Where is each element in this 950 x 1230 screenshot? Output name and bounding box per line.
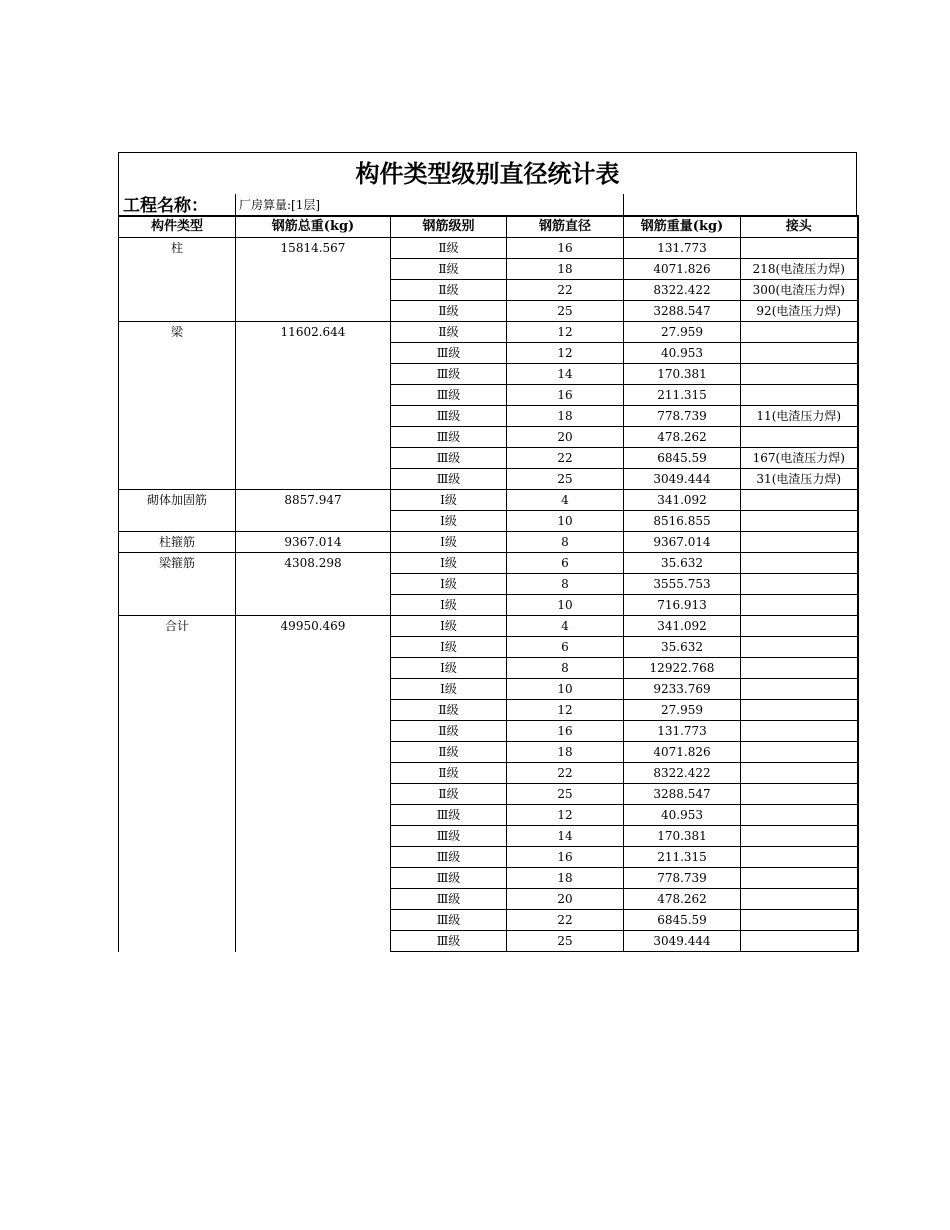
rebar-diameter-cell: 18 (507, 406, 624, 427)
joint-cell (741, 532, 858, 553)
joint-cell (741, 742, 858, 763)
rebar-diameter-cell: 25 (507, 301, 624, 322)
rebar-diameter-cell: 10 (507, 595, 624, 616)
rebar-weight-cell: 478.262 (624, 889, 741, 910)
rebar-diameter-cell: 12 (507, 700, 624, 721)
rebar-grade-cell: Ⅱ级 (391, 700, 507, 721)
rebar-weight-cell: 131.773 (624, 721, 741, 742)
joint-cell (741, 868, 858, 889)
joint-cell (741, 238, 858, 259)
component-type-cell: 合计 (119, 616, 236, 952)
total-weight-cell: 15814.567 (236, 238, 391, 322)
project-row (118, 194, 857, 215)
joint-cell: 218(电渣压力焊) (741, 259, 858, 280)
rebar-weight-cell: 8516.855 (624, 511, 741, 532)
rebar-diameter-cell: 25 (507, 931, 624, 952)
statistics-sheet (118, 152, 857, 952)
rebar-diameter-cell: 22 (507, 280, 624, 301)
total-weight-cell: 4308.298 (236, 553, 391, 616)
rebar-diameter-cell: 22 (507, 910, 624, 931)
rebar-grade-cell: Ⅰ级 (391, 532, 507, 553)
rebar-weight-cell: 4071.826 (624, 742, 741, 763)
rebar-grade-cell: Ⅰ级 (391, 490, 507, 511)
component-type-cell: 柱箍筋 (119, 532, 236, 553)
rebar-weight-cell: 9367.014 (624, 532, 741, 553)
rebar-grade-cell: Ⅲ级 (391, 385, 507, 406)
rebar-weight-cell: 40.953 (624, 343, 741, 364)
joint-cell: 300(电渣压力焊) (741, 280, 858, 301)
joint-cell (741, 364, 858, 385)
total-weight-cell: 8857.947 (236, 490, 391, 532)
component-type-cell: 柱 (119, 238, 236, 322)
table-row (119, 322, 858, 343)
rebar-diameter-cell: 12 (507, 805, 624, 826)
rebar-grade-cell: Ⅲ级 (391, 805, 507, 826)
header-total-weight: 钢筋总重(kg) (236, 216, 391, 238)
rebar-grade-cell: Ⅱ级 (391, 742, 507, 763)
joint-cell (741, 574, 858, 595)
rebar-diameter-cell: 25 (507, 469, 624, 490)
sheet-title: 构件类型级别直径统计表 (118, 152, 857, 194)
rebar-grade-cell: Ⅱ级 (391, 721, 507, 742)
rebar-diameter-cell: 20 (507, 427, 624, 448)
rebar-weight-cell: 27.959 (624, 322, 741, 343)
rebar-weight-cell: 716.913 (624, 595, 741, 616)
rebar-diameter-cell: 16 (507, 238, 624, 259)
rebar-diameter-cell: 8 (507, 658, 624, 679)
rebar-weight-cell: 131.773 (624, 238, 741, 259)
table-row (119, 616, 858, 637)
rebar-grade-cell: Ⅲ级 (391, 847, 507, 868)
rebar-grade-cell: Ⅱ级 (391, 259, 507, 280)
joint-cell (741, 511, 858, 532)
rebar-grade-cell: Ⅱ级 (391, 238, 507, 259)
rebar-weight-cell: 341.092 (624, 490, 741, 511)
total-weight-cell: 49950.469 (236, 616, 391, 952)
rebar-grade-cell: Ⅱ级 (391, 301, 507, 322)
rebar-grade-cell: Ⅱ级 (391, 322, 507, 343)
rebar-diameter-cell: 6 (507, 553, 624, 574)
joint-cell: 31(电渣压力焊) (741, 469, 858, 490)
rebar-weight-cell: 3049.444 (624, 931, 741, 952)
rebar-grade-cell: Ⅲ级 (391, 889, 507, 910)
rebar-weight-cell: 35.632 (624, 553, 741, 574)
table-row (119, 553, 858, 574)
joint-cell: 167(电渣压力焊) (741, 448, 858, 469)
joint-cell (741, 679, 858, 700)
rebar-diameter-cell: 18 (507, 259, 624, 280)
rebar-grade-cell: Ⅰ级 (391, 553, 507, 574)
joint-cell (741, 784, 858, 805)
rebar-grade-cell: Ⅰ级 (391, 679, 507, 700)
rebar-diameter-cell: 4 (507, 490, 624, 511)
rebar-grade-cell: Ⅲ级 (391, 427, 507, 448)
rebar-diameter-cell: 22 (507, 763, 624, 784)
header-component-type: 构件类型 (119, 216, 236, 238)
joint-cell (741, 595, 858, 616)
project-label: 工程名称： (123, 196, 208, 216)
rebar-diameter-cell: 4 (507, 616, 624, 637)
rebar-grade-cell: Ⅰ级 (391, 637, 507, 658)
joint-cell (741, 385, 858, 406)
rebar-grade-cell: Ⅰ级 (391, 511, 507, 532)
rebar-diameter-cell: 14 (507, 826, 624, 847)
joint-cell (741, 826, 858, 847)
rebar-weight-cell: 3555.753 (624, 574, 741, 595)
rebar-grade-cell: Ⅰ级 (391, 616, 507, 637)
rebar-weight-cell: 8322.422 (624, 280, 741, 301)
rebar-diameter-cell: 6 (507, 637, 624, 658)
joint-cell (741, 637, 858, 658)
joint-cell (741, 931, 858, 952)
rebar-weight-cell: 170.381 (624, 826, 741, 847)
rebar-weight-cell: 9233.769 (624, 679, 741, 700)
rebar-weight-cell: 211.315 (624, 847, 741, 868)
table-row (119, 532, 858, 553)
joint-cell: 11(电渣压力焊) (741, 406, 858, 427)
rebar-weight-cell: 3288.547 (624, 301, 741, 322)
rebar-diameter-cell: 8 (507, 574, 624, 595)
rebar-weight-cell: 478.262 (624, 427, 741, 448)
total-weight-cell: 11602.644 (236, 322, 391, 490)
rebar-grade-cell: Ⅲ级 (391, 868, 507, 889)
rebar-weight-cell: 40.953 (624, 805, 741, 826)
component-type-cell: 梁 (119, 322, 236, 490)
rebar-weight-cell: 6845.59 (624, 910, 741, 931)
header-rebar-grade: 钢筋级别 (391, 216, 507, 238)
rebar-weight-cell: 3288.547 (624, 784, 741, 805)
rebar-weight-cell: 27.959 (624, 700, 741, 721)
rebar-diameter-cell: 16 (507, 385, 624, 406)
table-body (119, 238, 858, 952)
joint-cell (741, 805, 858, 826)
rebar-weight-cell: 6845.59 (624, 448, 741, 469)
rebar-grade-cell: Ⅲ级 (391, 910, 507, 931)
rebar-weight-cell: 8322.422 (624, 763, 741, 784)
rebar-diameter-cell: 12 (507, 343, 624, 364)
rebar-weight-cell: 778.739 (624, 868, 741, 889)
rebar-diameter-cell: 16 (507, 721, 624, 742)
rebar-grade-cell: Ⅲ级 (391, 826, 507, 847)
rebar-grade-cell: Ⅲ级 (391, 343, 507, 364)
rebar-grade-cell: Ⅲ级 (391, 448, 507, 469)
rebar-weight-cell: 170.381 (624, 364, 741, 385)
rebar-diameter-cell: 10 (507, 511, 624, 532)
rebar-diameter-cell: 18 (507, 868, 624, 889)
joint-cell (741, 616, 858, 637)
rebar-weight-cell: 211.315 (624, 385, 741, 406)
joint-cell (741, 343, 858, 364)
rebar-diameter-cell: 14 (507, 364, 624, 385)
joint-cell (741, 700, 858, 721)
rebar-grade-cell: Ⅰ级 (391, 658, 507, 679)
joint-cell: 92(电渣压力焊) (741, 301, 858, 322)
header-rebar-weight: 钢筋重量(kg) (624, 216, 741, 238)
component-type-cell: 梁箍筋 (119, 553, 236, 616)
joint-cell (741, 553, 858, 574)
rebar-grade-cell: Ⅲ级 (391, 469, 507, 490)
rebar-grade-cell: Ⅲ级 (391, 406, 507, 427)
joint-cell (741, 490, 858, 511)
header-rebar-diameter: 钢筋直径 (507, 216, 624, 238)
rebar-diameter-cell: 25 (507, 784, 624, 805)
project-blank-cell (623, 194, 857, 215)
total-weight-cell: 9367.014 (236, 532, 391, 553)
rebar-weight-cell: 341.092 (624, 616, 741, 637)
header-row (119, 216, 858, 238)
rebar-grade-cell: Ⅰ级 (391, 595, 507, 616)
table-row (119, 490, 858, 511)
rebar-grade-cell: Ⅲ级 (391, 364, 507, 385)
table-row (119, 238, 858, 259)
joint-cell (741, 910, 858, 931)
rebar-diameter-cell: 8 (507, 532, 624, 553)
rebar-grade-cell: Ⅱ级 (391, 763, 507, 784)
joint-cell (741, 763, 858, 784)
rebar-grade-cell: Ⅱ级 (391, 784, 507, 805)
rebar-diameter-cell: 16 (507, 847, 624, 868)
rebar-grade-cell: Ⅱ级 (391, 280, 507, 301)
rebar-table (118, 215, 859, 952)
joint-cell (741, 658, 858, 679)
rebar-grade-cell: Ⅲ级 (391, 931, 507, 952)
rebar-grade-cell: Ⅰ级 (391, 574, 507, 595)
joint-cell (741, 721, 858, 742)
rebar-weight-cell: 12922.768 (624, 658, 741, 679)
rebar-weight-cell: 35.632 (624, 637, 741, 658)
component-type-cell: 砌体加固筋 (119, 490, 236, 532)
joint-cell (741, 847, 858, 868)
rebar-diameter-cell: 22 (507, 448, 624, 469)
header-joint: 接头 (741, 216, 858, 238)
joint-cell (741, 322, 858, 343)
rebar-diameter-cell: 20 (507, 889, 624, 910)
rebar-weight-cell: 4071.826 (624, 259, 741, 280)
rebar-weight-cell: 3049.444 (624, 469, 741, 490)
joint-cell (741, 427, 858, 448)
rebar-weight-cell: 778.739 (624, 406, 741, 427)
rebar-diameter-cell: 12 (507, 322, 624, 343)
rebar-diameter-cell: 10 (507, 679, 624, 700)
joint-cell (741, 889, 858, 910)
rebar-diameter-cell: 18 (507, 742, 624, 763)
project-value: 厂房算量:[1层] (235, 194, 623, 215)
